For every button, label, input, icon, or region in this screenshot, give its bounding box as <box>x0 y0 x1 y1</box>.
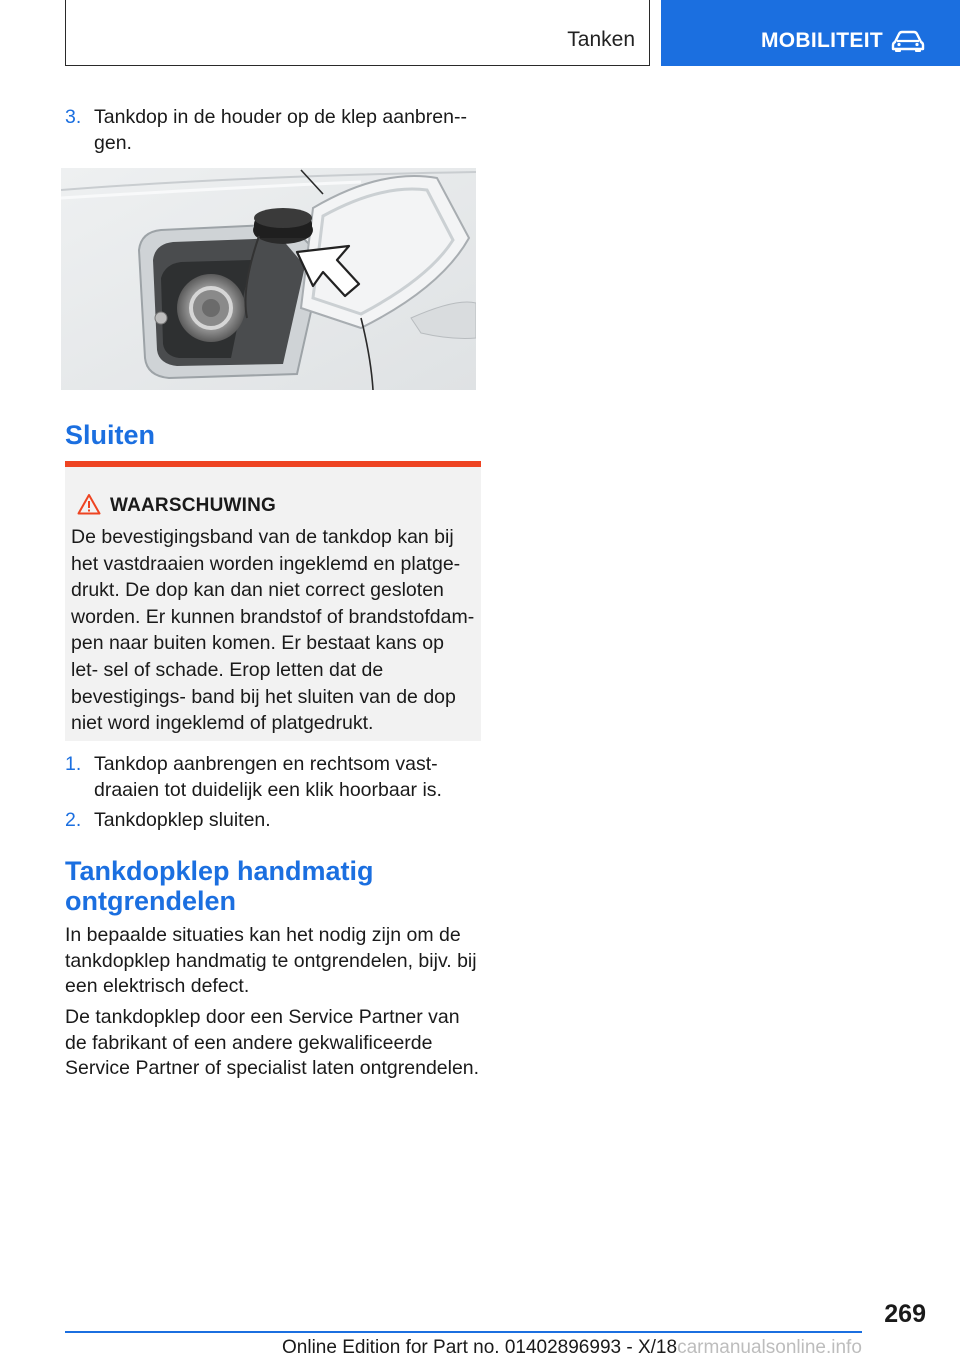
step-number: 3. <box>65 106 82 128</box>
list-item <box>65 807 481 833</box>
list-item <box>65 104 481 156</box>
paragraph: De tankdopklep door een Service Partner van de fabrikant of een andere gekwalificeerde Service Partner of specialist laten ontgrendelen. <box>65 1006 480 1079</box>
paragraph: In bepaalde situaties kan het nodig zijn om de tankdopklep handmatig te ontgrendelen, bijv. bij een elektrisch defect. <box>65 924 477 997</box>
footer-divider <box>65 1331 862 1333</box>
warning-title: WAARSCHUWING <box>110 495 276 516</box>
warning-triangle-icon <box>77 493 101 515</box>
step-text: Tankdop aanbrengen en rechtsom vast- draaien tot duidelijk een klik hoorbaar is. <box>94 753 442 801</box>
header-section-title: Tanken <box>567 28 635 51</box>
header-chapter-tab[interactable] <box>661 0 960 66</box>
list-item <box>65 751 481 803</box>
warning-text: De bevestigingsband van de tankdop kan bij het vastdraaien worden ingeklemd en platge- drukt. De dop kan dan niet correct gesloten worden. Er kunnen brandstof of brandstofdam- pen naar buiten komen. Er bestaat kans op let- sel of schade. Erop letten dat de bevestigings- band bij het sluiten van de dop niet word ingeklemd of platgedrukt. <box>71 526 475 735</box>
page-number: 269 <box>884 1300 926 1328</box>
header-section-box <box>65 0 650 66</box>
header-chapter-title: MOBILITEIT <box>761 29 883 52</box>
section-heading-tankdopklep: Tankdopklep handmatig ontgrendelen <box>65 856 374 916</box>
section-heading-sluiten: Sluiten <box>65 420 156 450</box>
car-icon <box>891 29 925 53</box>
warning-box <box>65 461 481 741</box>
step-number: 1. <box>65 753 82 775</box>
footer-edition <box>282 1337 862 1359</box>
step-text: Tankdop in de houder op de klep aanbren-gen. <box>94 106 467 154</box>
step-number: 2. <box>65 809 82 831</box>
fuel-cap-photo <box>61 168 476 390</box>
footer-edition-text: Online Edition for Part no. 01402896993 - X/18 <box>282 1337 678 1358</box>
watermark: carmanualsonline.info <box>677 1337 862 1358</box>
step-text: Tankdopklep sluiten. <box>94 809 271 831</box>
